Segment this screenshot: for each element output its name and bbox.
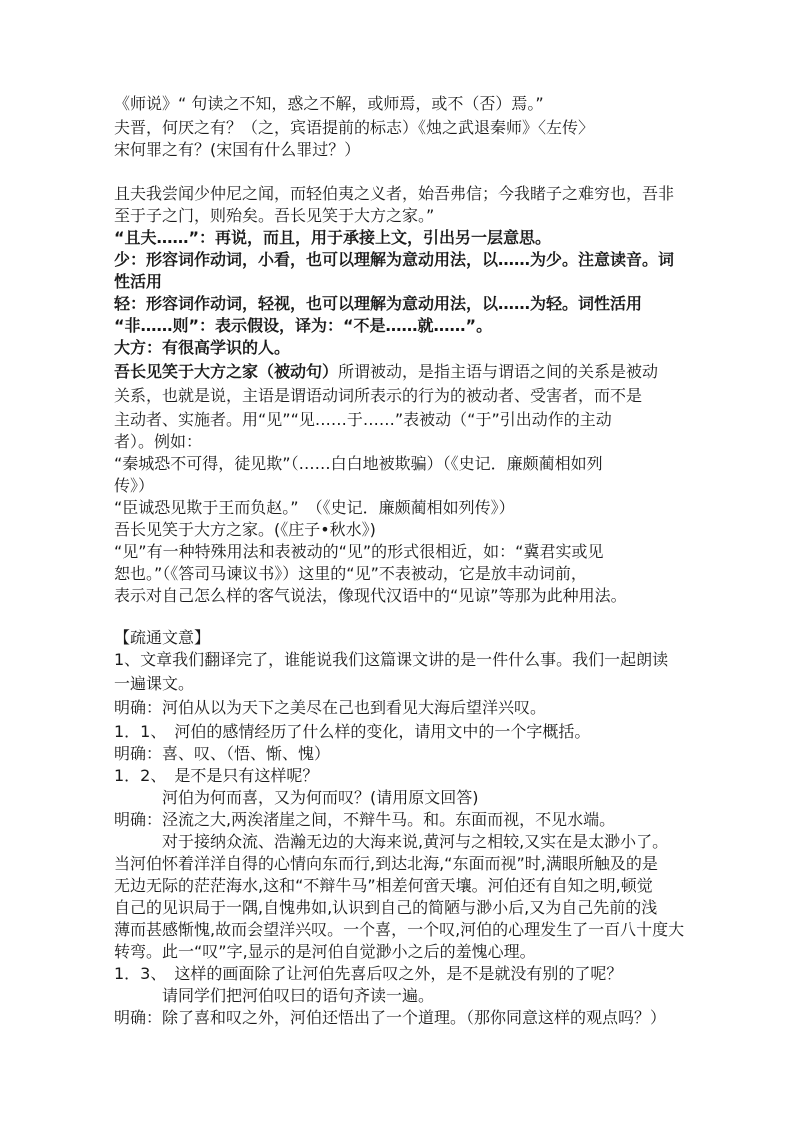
example-line: 传》） <box>114 476 155 495</box>
text-line: 无边无际的茫茫海水,这和“不辩牛马”相差何啻天壤。河伯还有自知之明,顿觉 <box>114 876 653 895</box>
quote-line-3: 宋何罪之有？(宋国有什么罪过？） <box>114 140 361 159</box>
note-line: 轻：形容词作动词，轻视，也可以理解为意动用法，以……为轻。词性活用 <box>114 294 643 313</box>
answer-line: 明确：喜、叹、（悟、惭、愧） <box>114 744 331 763</box>
note-line: 少：形容词作动词，小看，也可以理解为意动用法，以……为少。注意读音。词 <box>114 250 675 269</box>
text-line: 对于接纳众流、浩瀚无边的大海来说,黄河与之相较,又实在是太渺小了。 <box>162 832 669 851</box>
note-line: “且夫……”：再说，而且，用于承接上文，引出另一层意思。 <box>114 228 552 247</box>
question-line: 1．1、 河伯的感情经历了什么样的变化，请用文中的一个字概括。 <box>114 722 591 741</box>
question-line: 河伯为何而喜，又为何而叹？(请用原文回答) <box>162 788 479 807</box>
text-line: 且夫我尝闻少仲尼之闻，而轻伯夷之义者，始吾弗信；今我睹子之难穷也，吾非 <box>114 184 675 203</box>
answer-line: 明确：泾流之大,两涘渚崖之间，不辩牛马。和。东面而视，不见水端。 <box>114 810 616 829</box>
answer-line: 明确：除了喜和叹之外，河伯还悟出了一个道理。（那你同意这样的观点吗？） <box>114 1008 667 1027</box>
passive-term: 吾长见笑于大方之家（被动句） <box>114 362 339 381</box>
example-line: “秦城恐不可得，徒见欺”（……白白地被欺骗）（《史记．廉颇蔺相如列 <box>114 454 603 473</box>
section-heading: 【疏通文意】 <box>114 628 211 647</box>
question-line: 1．2、 是不是只有这样呢？ <box>114 766 319 785</box>
question-line: 1．3、 这样的画面除了让河伯先喜后叹之外，是不是就没有别的了呢？ <box>114 964 623 983</box>
question-line: 请同学们把河伯叹曰的语句齐读一遍。 <box>162 986 435 1005</box>
text-line: 薄而甚感惭愧,故而会望洋兴叹。一个喜，一个叹,河伯的心理发生了一百八十度大 <box>114 920 685 939</box>
answer-line: 明确：河伯从以为天下之美尽在己也到看见大海后望洋兴叹。 <box>114 698 547 717</box>
text-line: 至于子之门，则殆矣。吾长见笑于大方之家。” <box>114 206 435 225</box>
text-line: 1、文章我们翻译完了，谁能说我们这篇课文讲的是一件什么事。我们一起朗读 <box>114 650 669 669</box>
text-line: 表示对自己怎么样的客气说法，像现代汉语中的“见谅”等那为此种用法。 <box>114 586 627 605</box>
example-line: 吾长见笑于大方之家。(《庄子•秋水》) <box>114 520 376 539</box>
quote-line-2: 夫晋，何厌之有？（之，宾语提前的标志）《烛之武退秦师》〈左传〉 <box>114 118 595 137</box>
example-line: “臣诚恐见欺于王而负赵。” （《史记．廉颇蔺相如列传》） <box>114 498 515 517</box>
passive-line <box>114 362 658 382</box>
text-line: 一遍课文。 <box>114 674 195 693</box>
text-line: 主动者、实施者。用“见”“见……于……”表被动（“于”引出动作的主动 <box>114 410 612 429</box>
text-line: 当河伯怀着洋洋自得的心情向东而行,到达北海,“东面而视”时,满眼所触及的是 <box>114 854 658 873</box>
note-line: 大方：有很高学识的人。 <box>114 338 291 357</box>
quote-line-1: 《师说》“ 句读之不知，惑之不解，或师焉，或不（否）焉。” <box>114 94 544 113</box>
text-line: 恕也。”（《答司马谏议书》）这里的“见”不表被动，它是放丰动词前， <box>114 564 587 583</box>
text-line: “见”有一种特殊用法和表被动的“见”的形式很相近，如：“冀君实或见 <box>114 542 604 561</box>
note-line: “非……则”：表示假设，译为：“不是……就……”。 <box>114 316 493 335</box>
text-line: 转弯。此一“叹”字,显示的是河伯自觉渺小之后的羞愧心理。 <box>114 942 536 961</box>
text-line: 自己的见识局于一隅,自愧弗如,认识到自己的简陋与渺小后,又为自己先前的浅 <box>114 898 658 917</box>
text-line: 关系，也就是说，主语是谓语动词所表示的行为的被动者、受害者，而不是 <box>114 386 643 405</box>
note-line: 性活用 <box>114 272 163 291</box>
passive-explanation: 所谓被动，是指主语与谓语之间的关系是被动 <box>338 362 659 381</box>
text-line: 者）。例如： <box>114 432 203 451</box>
